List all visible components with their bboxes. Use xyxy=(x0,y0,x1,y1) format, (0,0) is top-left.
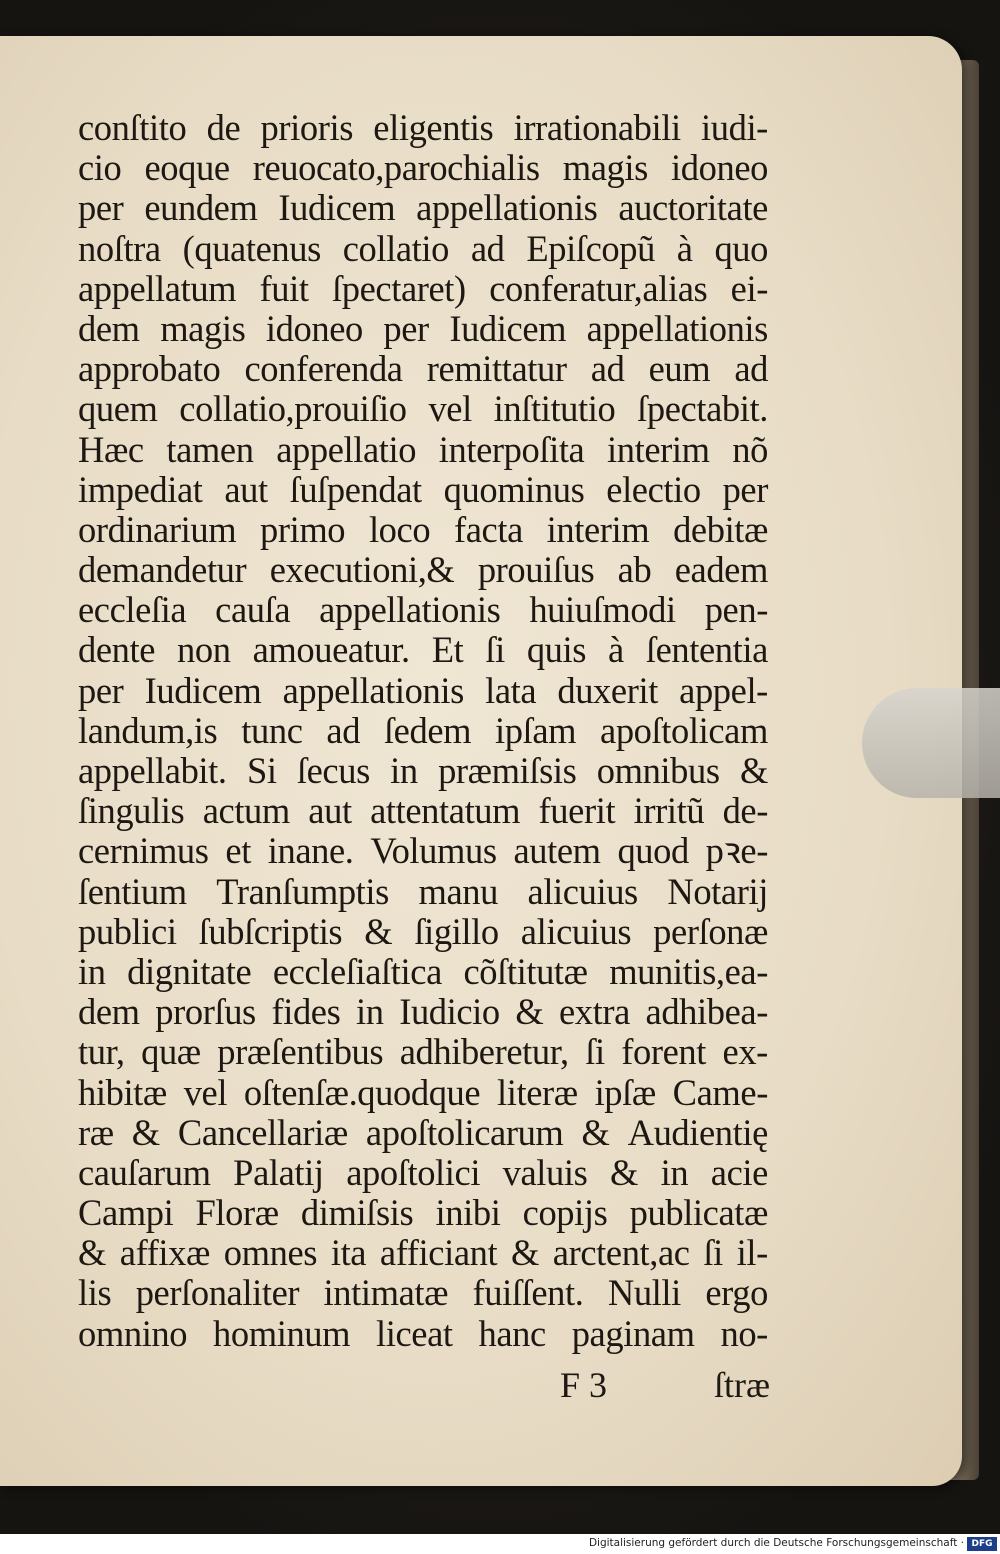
text-word: interpoſita xyxy=(438,428,585,470)
dfg-logo: DFG xyxy=(967,1537,997,1551)
text-word: per xyxy=(722,468,768,510)
text-word: Nulli xyxy=(607,1272,681,1314)
text-word: ſi xyxy=(703,1232,723,1274)
text-word: copijs xyxy=(522,1192,608,1234)
funding-credit: Digitalisierung gefördert durch die Deutsche Forschungsgemeinschaft · xyxy=(588,1537,964,1549)
text-line xyxy=(78,188,768,228)
text-line xyxy=(78,470,768,510)
text-word: forent xyxy=(621,1031,707,1073)
page-foot xyxy=(78,1364,770,1404)
text-word: eligentis xyxy=(373,107,494,148)
text-line xyxy=(78,510,768,550)
text-word: quem xyxy=(78,388,158,430)
text-word: ex- xyxy=(722,1031,768,1073)
text-word: munitis,ea- xyxy=(609,950,768,992)
text-word: ad xyxy=(590,348,625,390)
text-word: publici xyxy=(78,910,177,952)
text-word: eoque xyxy=(144,147,230,189)
text-word: ergo xyxy=(705,1272,768,1314)
text-word: appellationis xyxy=(416,187,598,229)
text-word: præſentibus xyxy=(217,1031,384,1073)
text-word: de- xyxy=(722,790,768,832)
text-word: lata xyxy=(485,669,537,711)
text-word: oſtenſæ.quodque xyxy=(243,1071,481,1113)
text-word: & xyxy=(581,1111,610,1153)
text-word: Campi xyxy=(78,1192,174,1234)
text-word: per xyxy=(78,187,124,229)
text-word: auctoritate xyxy=(618,187,768,229)
text-word: acie xyxy=(710,1151,768,1193)
text-word: autem xyxy=(513,830,601,872)
text-line xyxy=(78,309,768,349)
text-word: quominus xyxy=(443,468,585,510)
page-marker-tab xyxy=(862,688,1000,798)
text-line xyxy=(78,872,768,912)
text-word: executioni,& xyxy=(269,549,455,591)
text-line xyxy=(78,791,768,831)
text-word: perſonæ xyxy=(653,910,768,952)
page-text-block xyxy=(78,108,768,1354)
text-line xyxy=(78,550,768,590)
text-line xyxy=(78,1273,768,1313)
text-word: inibi xyxy=(435,1192,501,1234)
text-word: nõ xyxy=(732,428,768,470)
text-word: Cancellariæ xyxy=(177,1111,348,1153)
text-word: ſingulis xyxy=(78,790,185,832)
text-word: ſpectabit. xyxy=(637,388,768,430)
text-word: adhibea- xyxy=(645,991,768,1033)
text-word: manu xyxy=(418,870,498,912)
text-word: Floræ xyxy=(195,1192,279,1234)
signature-mark: F 3 xyxy=(560,1365,608,1405)
text-word: & xyxy=(515,991,544,1033)
text-word: Tranſumptis xyxy=(216,870,389,912)
text-line xyxy=(78,590,768,630)
text-word: in xyxy=(356,991,384,1033)
text-word: idoneo xyxy=(671,147,768,189)
text-word: facta xyxy=(453,508,523,550)
text-word: apoſtolicam xyxy=(600,709,768,751)
text-word: adhiberetur, xyxy=(399,1031,569,1073)
text-word: cauſarum xyxy=(78,1151,211,1193)
text-word: ad xyxy=(326,709,361,751)
text-word: publicatæ xyxy=(629,1192,768,1234)
text-word: vel xyxy=(183,1071,228,1113)
text-word: valuis xyxy=(502,1151,588,1193)
text-word: attentatum xyxy=(370,790,521,832)
text-word: Palatij xyxy=(233,1151,324,1193)
text-word: collatio xyxy=(342,227,450,269)
text-word: cernimus xyxy=(78,830,209,872)
text-word: hanc xyxy=(478,1312,546,1354)
text-word: tamen xyxy=(166,428,254,470)
text-word: appellationis xyxy=(282,669,464,711)
text-word: ita xyxy=(330,1232,367,1274)
text-word: quod xyxy=(617,830,689,872)
text-word: ab xyxy=(617,549,652,591)
text-word: ſigillo xyxy=(414,910,499,952)
text-word: omnibus xyxy=(596,750,720,791)
text-word: & xyxy=(364,910,393,952)
text-word: cauſa xyxy=(215,589,291,631)
text-word: dem xyxy=(78,307,140,349)
text-word: hibitæ xyxy=(78,1071,167,1113)
text-word: pꝛe- xyxy=(705,830,768,872)
text-word: in xyxy=(660,1151,689,1193)
text-line xyxy=(78,269,768,309)
text-word: ordinarium xyxy=(78,508,237,550)
text-word: paginam xyxy=(571,1312,695,1354)
text-word: Iudicem xyxy=(449,307,567,349)
text-line xyxy=(78,831,768,871)
text-word: de xyxy=(206,107,241,148)
text-line xyxy=(78,1073,768,1113)
text-line xyxy=(78,671,768,711)
text-word: appellatum xyxy=(78,267,237,309)
text-word: eundem xyxy=(144,187,258,229)
text-word: remittatur xyxy=(426,348,567,390)
text-word: afficiant xyxy=(379,1232,498,1274)
text-word: huiuſmodi xyxy=(529,589,676,631)
text-word: fuerit xyxy=(538,790,616,832)
text-word: per xyxy=(78,669,124,711)
text-word: appellationis xyxy=(319,589,501,631)
text-word: magis xyxy=(562,147,648,189)
text-word: non xyxy=(177,629,231,671)
text-line xyxy=(78,1153,768,1193)
text-word: appellationis xyxy=(586,307,768,349)
text-word: ſpectaret) xyxy=(332,267,466,309)
text-word: ſedem xyxy=(383,709,472,751)
text-line xyxy=(78,430,768,470)
text-word: prorſus xyxy=(155,991,256,1033)
text-word: inane. xyxy=(267,830,354,872)
text-word: tunc xyxy=(241,709,303,751)
text-word: hominum xyxy=(213,1312,351,1354)
text-word: fides xyxy=(271,991,341,1033)
text-word: interim xyxy=(607,428,710,470)
text-word: appel- xyxy=(679,669,768,711)
text-word: Audientię xyxy=(627,1111,768,1153)
text-word: eccleſiaſtica xyxy=(272,950,442,992)
text-word: irritũ xyxy=(633,790,705,832)
text-word: ei- xyxy=(730,267,768,309)
text-word: quæ xyxy=(141,1031,201,1073)
text-word: apoſtolicarum xyxy=(365,1111,564,1153)
text-word: vel xyxy=(428,388,472,430)
text-line xyxy=(78,630,768,670)
text-word: ſi xyxy=(485,629,505,671)
text-word: il- xyxy=(736,1232,768,1274)
text-word: eum xyxy=(648,348,711,390)
text-word: dignitate xyxy=(127,950,252,992)
text-word: cio xyxy=(78,147,122,189)
text-word: approbato xyxy=(78,348,221,390)
text-word: lis xyxy=(78,1272,112,1314)
text-word: magis xyxy=(160,307,246,349)
text-word: inſtitutio xyxy=(493,388,616,430)
text-word: pen- xyxy=(704,589,768,631)
text-word: per xyxy=(383,307,429,349)
text-line xyxy=(78,389,768,429)
text-line xyxy=(78,1314,768,1354)
text-line xyxy=(78,1113,768,1153)
text-line xyxy=(78,912,768,952)
text-word: perſonaliter xyxy=(135,1272,300,1314)
text-word: prioris xyxy=(260,107,354,148)
text-word: dimiſsis xyxy=(300,1192,414,1234)
text-word: & xyxy=(511,1232,540,1274)
text-word: demandetur xyxy=(78,549,247,591)
text-word: intimatæ xyxy=(323,1272,449,1314)
text-word: omnes xyxy=(223,1232,318,1274)
text-word: dem xyxy=(78,991,140,1033)
text-word: fuiſſent. xyxy=(472,1272,584,1314)
text-word: cõſtitutæ xyxy=(463,950,588,992)
text-word: Came- xyxy=(672,1071,768,1113)
text-word: amoueatur. xyxy=(252,629,410,671)
text-word: fuit xyxy=(259,267,309,309)
text-line xyxy=(78,229,768,269)
text-word: dente xyxy=(78,629,156,671)
text-line xyxy=(78,952,768,992)
text-line xyxy=(78,1233,768,1273)
text-line xyxy=(78,1032,768,1072)
text-line xyxy=(78,711,768,751)
text-word: idoneo xyxy=(265,307,363,349)
text-word: conferenda xyxy=(244,348,403,390)
text-word: apoſtolici xyxy=(346,1151,481,1193)
text-word: eadem xyxy=(674,549,768,591)
text-word: appellatio xyxy=(276,428,417,470)
digitization-footer xyxy=(0,1534,1000,1554)
text-word: prouiſus xyxy=(477,549,595,591)
text-word: Et xyxy=(431,629,464,671)
text-word: affixæ xyxy=(119,1232,210,1274)
text-word: præmiſsis xyxy=(438,750,577,791)
text-word: interim xyxy=(546,508,650,550)
text-word: no- xyxy=(720,1312,768,1354)
text-word: à xyxy=(676,227,693,269)
text-word: quo xyxy=(714,227,768,269)
text-line xyxy=(78,108,768,148)
text-word: ſubſcriptis xyxy=(198,910,343,952)
text-word: aut xyxy=(308,790,352,832)
text-word: (quatenus xyxy=(182,227,321,269)
text-word: ſententia xyxy=(645,629,768,671)
text-word: electio xyxy=(606,468,701,510)
text-word: alicuius xyxy=(520,910,632,952)
text-word: tur, xyxy=(78,1031,125,1073)
text-word: duxerit xyxy=(557,669,658,711)
text-word: et xyxy=(225,830,251,872)
text-word: Iudicio xyxy=(399,991,500,1033)
text-word: Volumus xyxy=(370,830,497,872)
text-word: irrationabili xyxy=(513,107,681,148)
text-line xyxy=(78,349,768,389)
text-word: reuocato,parochialis xyxy=(252,147,540,189)
text-word: literæ xyxy=(497,1071,578,1113)
text-word: extra xyxy=(558,991,630,1033)
text-word: Iudicem xyxy=(144,669,262,711)
text-line xyxy=(78,751,768,791)
text-word: debitæ xyxy=(673,508,768,550)
text-word: & xyxy=(610,1151,639,1193)
text-word: ræ xyxy=(78,1111,114,1153)
text-word: noſtra xyxy=(78,227,161,269)
text-word: quis xyxy=(526,629,587,671)
text-word: Notarij xyxy=(667,870,768,912)
text-word: ipſam xyxy=(495,709,577,751)
catchword: ſtræ xyxy=(713,1365,770,1405)
text-word: iudi- xyxy=(701,107,768,148)
text-word: & xyxy=(78,1232,106,1274)
text-line xyxy=(78,992,768,1032)
text-word: aut xyxy=(224,468,268,510)
text-word: & xyxy=(739,750,768,791)
text-word: & xyxy=(131,1111,160,1153)
text-word: ſecus xyxy=(296,750,370,791)
text-line xyxy=(78,148,768,188)
text-word: conſtito xyxy=(78,107,187,148)
text-word: Iudicem xyxy=(278,187,396,229)
text-word: loco xyxy=(368,508,431,550)
text-word: conferatur,alias xyxy=(489,267,708,309)
text-word: alicuius xyxy=(527,870,638,912)
text-line xyxy=(78,1193,768,1233)
text-word: eccleſia xyxy=(78,589,187,631)
text-word: collatio,prouiſio xyxy=(179,388,407,430)
text-word: ad xyxy=(734,348,768,390)
text-word: primo xyxy=(259,508,346,550)
text-word: landum,is xyxy=(78,709,218,751)
text-word: appellabit. xyxy=(78,750,227,791)
text-word: ſuſpendat xyxy=(289,468,422,510)
text-word: liceat xyxy=(376,1312,453,1354)
text-word: impediat xyxy=(78,468,203,510)
text-word: actum xyxy=(202,790,290,832)
text-word: omnino xyxy=(78,1312,188,1354)
text-word: arctent,ac xyxy=(552,1232,690,1274)
text-word: ipſæ xyxy=(594,1071,656,1113)
text-word: in xyxy=(78,950,106,992)
text-word: ad xyxy=(470,227,505,269)
text-word: ſentium xyxy=(78,870,187,912)
text-word: Epiſcopũ xyxy=(526,227,655,269)
text-word: à xyxy=(608,629,624,671)
text-word: Hæc xyxy=(78,428,144,470)
text-word: ſi xyxy=(585,1031,605,1073)
text-word: Si xyxy=(246,750,277,791)
text-word: in xyxy=(390,750,418,791)
